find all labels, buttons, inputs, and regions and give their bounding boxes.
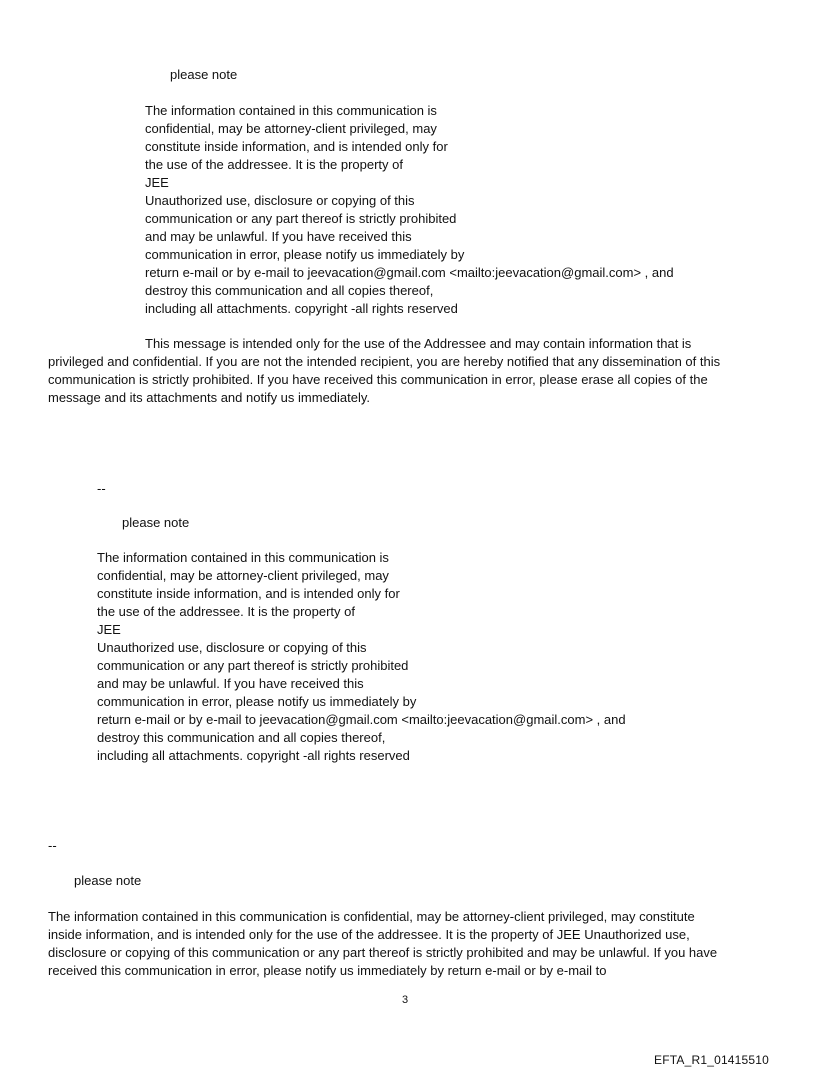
block1-line: return e-mail or by e-mail to jeevacation@gmail.com <mailto:jeevacation@gmail.com> , and <box>145 265 674 280</box>
addressee-line: privileged and confidential. If you are not the intended recipient, you are hereby notified that any dissemination of this <box>48 354 721 369</box>
separator: -- <box>48 838 57 853</box>
block1-line: communication in error, please notify us immediately by <box>145 247 465 262</box>
block3-note: please note <box>74 873 142 888</box>
block2-line: destroy this communication and all copies thereof, <box>97 730 386 745</box>
block3-line: disclosure or copying of this communication or any part thereof is strictly prohibited and may be unlawful. If you have <box>48 945 718 960</box>
block2-line: return e-mail or by e-mail to jeevacation@gmail.com <mailto:jeevacation@gmail.com> , and <box>97 712 626 727</box>
block1-line: The information contained in this communication is <box>145 103 437 118</box>
block3-line: The information contained in this communication is confidential, may be attorney-client privileged, may constitute <box>48 909 695 924</box>
block1-note: please note <box>170 67 238 82</box>
block3-line: inside information, and is intended only for the use of the addressee. It is the property of JEE Unauthorized use, <box>48 927 690 942</box>
block2-line: JEE <box>97 622 121 637</box>
block1-line: communication or any part thereof is strictly prohibited <box>145 211 457 226</box>
addressee-line: message and its attachments and notify us immediately. <box>48 390 371 405</box>
block2-line: constitute inside information, and is intended only for <box>97 586 400 601</box>
bates-number: EFTA_R1_01415510 <box>654 1053 770 1067</box>
page-number: 3 <box>402 994 409 1006</box>
block2-line: Unauthorized use, disclosure or copying of this <box>97 640 367 655</box>
block2-line: The information contained in this communication is <box>97 550 389 565</box>
separator: -- <box>97 481 106 496</box>
block2-line: and may be unlawful. If you have received this <box>97 676 364 691</box>
block2-line: confidential, may be attorney-client privileged, may <box>97 568 389 583</box>
block2-line: including all attachments. copyright -all rights reserved <box>97 748 410 763</box>
block2-line: communication or any part thereof is strictly prohibited <box>97 658 409 673</box>
block2-line: the use of the addressee. It is the property of <box>97 604 355 619</box>
block1-line: including all attachments. copyright -all rights reserved <box>145 301 458 316</box>
block1-line: and may be unlawful. If you have received this <box>145 229 412 244</box>
block3-line: received this communication in error, please notify us immediately by return e-mail or by e-mail to <box>48 963 607 978</box>
block1-line: Unauthorized use, disclosure or copying of this <box>145 193 415 208</box>
addressee-line: communication is strictly prohibited. If you have received this communication in error, please erase all copies of the <box>48 372 708 387</box>
block1-line: JEE <box>145 175 169 190</box>
block2-line: communication in error, please notify us immediately by <box>97 694 417 709</box>
block2-note: please note <box>122 515 190 530</box>
block1-line: the use of the addressee. It is the property of <box>145 157 403 172</box>
block1-line: confidential, may be attorney-client privileged, may <box>145 121 437 136</box>
block1-line: constitute inside information, and is intended only for <box>145 139 448 154</box>
block1-line: destroy this communication and all copies thereof, <box>145 283 434 298</box>
addressee-line: This message is intended only for the use of the Addressee and may contain information that is <box>145 336 692 351</box>
